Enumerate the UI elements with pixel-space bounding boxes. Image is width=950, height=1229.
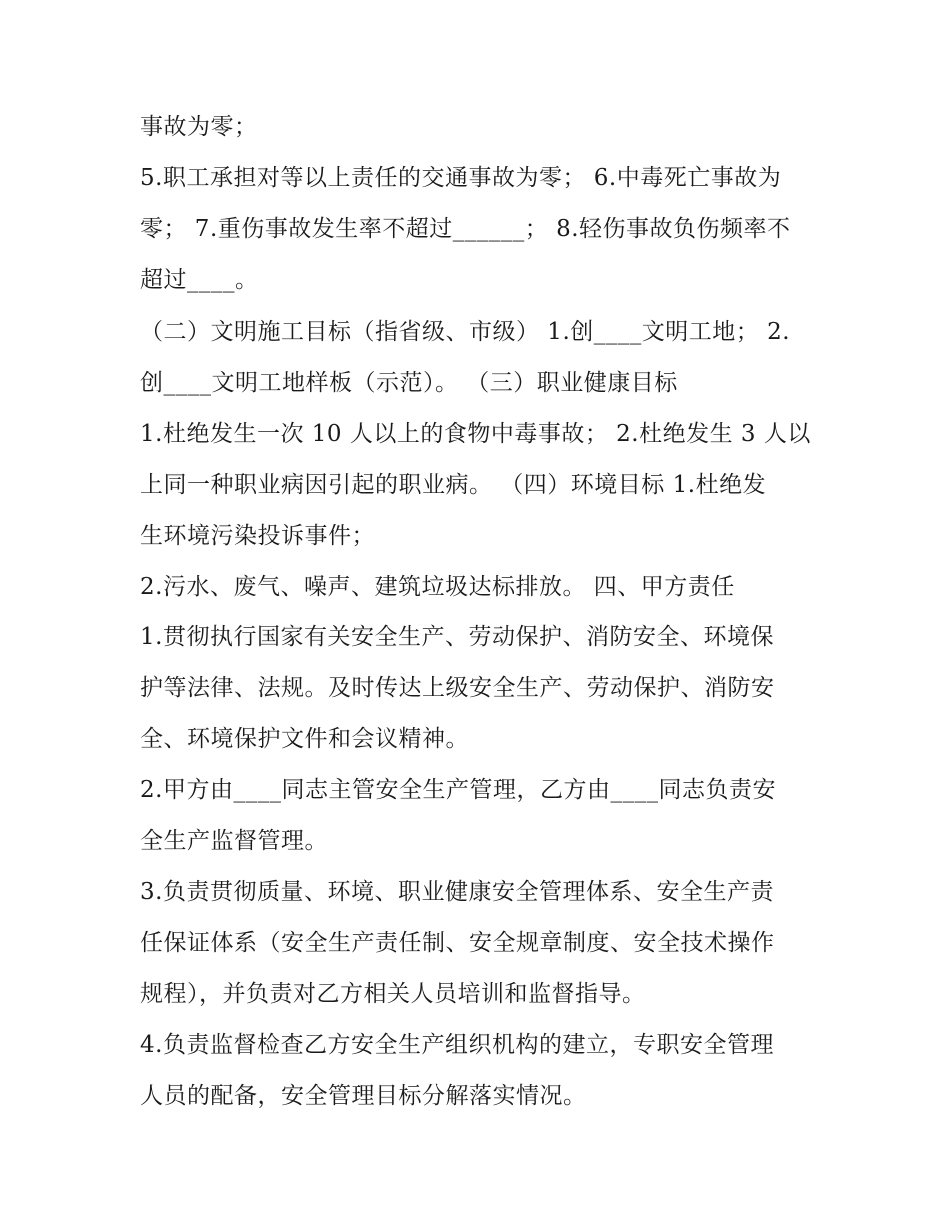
text-line: 规程），并负责对乙方相关人员培训和监督指导。: [140, 981, 646, 1007]
text-line: 全、环境保护文件和会议精神。: [140, 726, 469, 752]
text-line: 护等法律、法规。及时传达上级安全生产、劳动保护、消防安: [140, 675, 775, 701]
text-line: 零； 7.重伤事故发生率不超过______； 8.轻伤事故负伤频率不: [140, 216, 791, 242]
text-line: 任保证体系（安全生产责任制、安全规章制度、安全技术操作: [140, 930, 775, 956]
text-line: 1.贯彻执行国家有关安全生产、劳动保护、消防安全、环境保: [140, 624, 774, 650]
text-line: 创____文明工地样板（示范）。 （三）职业健康目标: [140, 370, 678, 396]
text-line: 2.甲方由____同志主管安全生产管理，乙方由____同志负责安: [140, 777, 776, 803]
text-line: 5.职工承担对等以上责任的交通事故为零； 6.中毒死亡事故为: [140, 165, 782, 191]
text-line: 全生产监督管理。: [140, 828, 328, 854]
text-line: 生环境污染投诉事件；: [140, 523, 375, 549]
text-line: （二）文明施工目标（指省级、市级） 1.创____文明工地； 2.: [140, 319, 791, 345]
text-line: 事故为零；: [140, 114, 258, 140]
text-line: 3.负责贯彻质量、环境、职业健康安全管理体系、安全生产责: [140, 879, 774, 905]
text-line: 人员的配备，安全管理目标分解落实情况。: [140, 1083, 587, 1109]
text-line: 超过____。: [140, 267, 259, 293]
text-line: 2.污水、废气、噪声、建筑垃圾达标排放。 四、甲方责任: [140, 574, 735, 600]
text-line: 4.负责监督检查乙方安全生产组织机构的建立，专职安全管理: [140, 1032, 774, 1058]
text-line: 1.杜绝发生一次 10 人以上的食物中毒事故； 2.杜绝发生 3 人以: [140, 421, 811, 447]
text-line: 上同一种职业病因引起的职业病。 （四）环境目标 1.杜绝发: [140, 472, 767, 498]
